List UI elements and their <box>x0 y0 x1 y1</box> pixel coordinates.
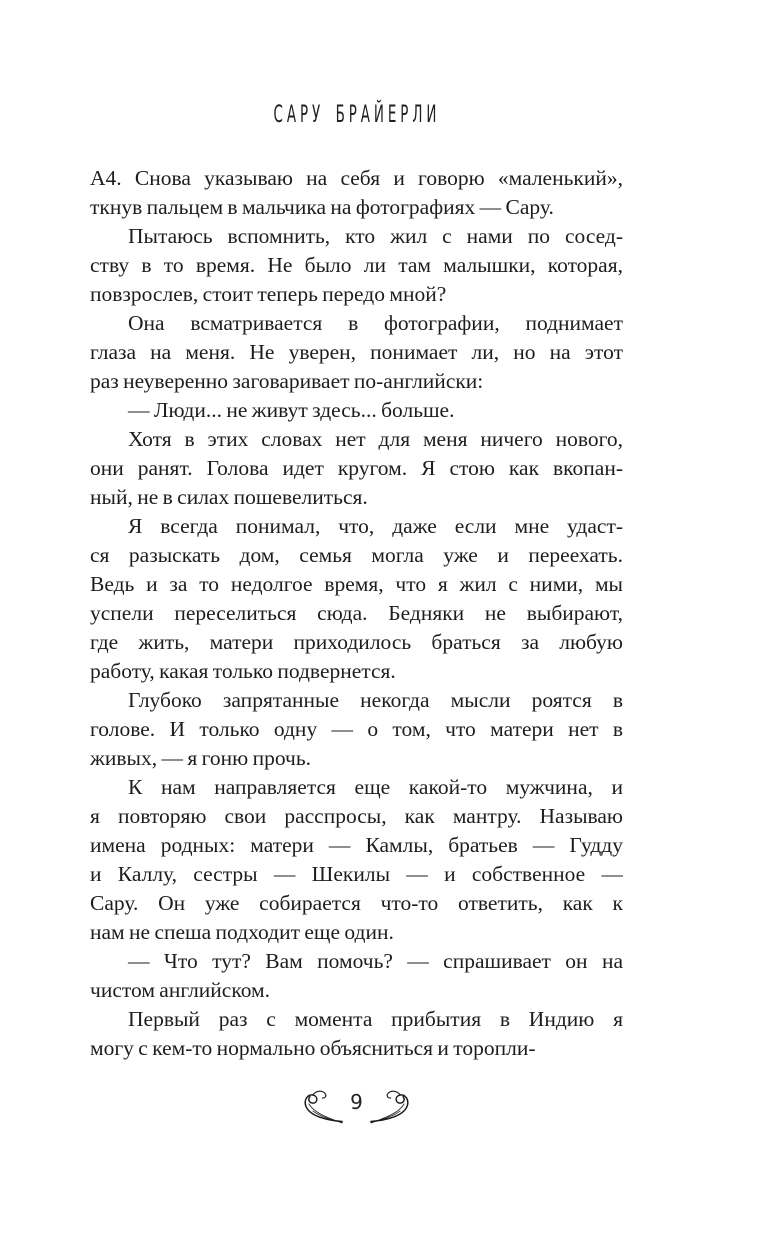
running-header-text: САРУ БРАЙЕРЛИ <box>273 100 440 128</box>
text-line: успели переселиться сюда. Бедняки не выбирают, <box>90 601 623 625</box>
text-line: они ранят. Голова идет кругом. Я стою как вкопан- <box>90 456 623 480</box>
footer-ornament <box>90 1088 623 1126</box>
text-line: Хотя в этих словах нет для меня ничего нового, <box>128 427 623 451</box>
text-line: — Что тут? Вам помочь? — спрашивает он на <box>128 949 623 973</box>
calligraphic-flourish-left-icon <box>301 1088 343 1126</box>
text-line: я повторяю свои расспросы, как мантру. Называю <box>90 804 623 828</box>
body-text <box>90 164 623 1063</box>
text-line: А4. Снова указываю на себя и говорю «маленький», <box>90 166 623 190</box>
text-line: ткнув пальцем в мальчика на фотографиях — Сару. <box>90 195 554 219</box>
text-line: нам не спеша подходит еще один. <box>90 920 394 944</box>
text-line: ству в то время. Не было ли там малышки, которая, <box>90 253 623 277</box>
page-number: 9 <box>350 1090 363 1114</box>
text-line: Пытаюсь вспомнить, кто жил с нами по сосед- <box>128 224 623 248</box>
text-line: ся разыскать дом, семья могла уже и переехать. <box>90 543 623 567</box>
text-line: живых, — я гоню прочь. <box>90 746 312 770</box>
text-line: Первый раз с момента прибытия в Индию я <box>128 1007 623 1031</box>
text-line: работу, какая только подвернется. <box>90 659 396 683</box>
running-header <box>90 101 623 127</box>
text-line: Сару. Он уже собирается что-то ответить, как к <box>90 891 623 915</box>
text-line: ный, не в силах пошевелиться. <box>90 485 368 509</box>
text-line: и Каллу, сестры — Шекилы — и собственное — <box>90 862 623 886</box>
text-line: повзрослев, стоит теперь передо мной? <box>90 282 447 306</box>
text-line: К нам направляется еще какой-то мужчина, и <box>128 775 623 799</box>
text-line: где жить, матери приходилось браться за любую <box>90 630 623 654</box>
text-line: Глубоко запрятанные некогда мысли роятся в <box>128 688 623 712</box>
text-line: Она всматривается в фотографии, поднимает <box>128 311 623 335</box>
text-line: — Люди... не живут здесь... больше. <box>128 398 455 422</box>
text-line: глаза на меня. Не уверен, понимает ли, но на этот <box>90 340 623 364</box>
calligraphic-flourish-right-icon <box>370 1088 412 1126</box>
text-line: Я всегда понимал, что, даже если мне удаст- <box>128 514 623 538</box>
text-line: имена родных: матери — Камлы, братьев — Гудду <box>90 833 623 857</box>
text-line: чистом английском. <box>90 978 271 1002</box>
text-line: Ведь и за то недолгое время, что я жил с ними, мы <box>90 572 623 596</box>
text-line: раз неуверенно заговаривает по-английски: <box>90 369 484 393</box>
text-line: голове. И только одну — о том, что матери нет в <box>90 717 623 741</box>
text-line: могу с кем-то нормально объясниться и торопли- <box>90 1036 536 1060</box>
